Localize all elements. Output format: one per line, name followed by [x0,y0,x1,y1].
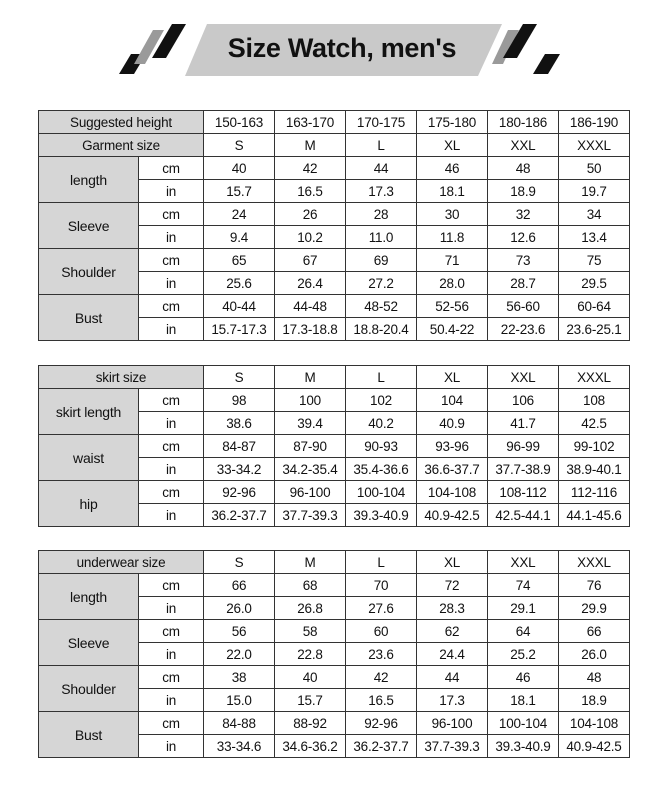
value-cell: 69 [346,249,417,272]
value-cell: 30 [417,203,488,226]
value-cell: 100 [275,389,346,412]
value-cell: 74 [488,574,559,597]
value-cell: 48 [488,157,559,180]
value-cell: 96-100 [275,481,346,504]
size-cell: M [275,134,346,157]
size-row [39,366,630,389]
value-cell: 44.1-45.6 [559,504,630,527]
value-cell: 26.8 [275,597,346,620]
value-cell: 17.3 [417,689,488,712]
height-cell: 150-163 [204,111,275,134]
value-cell: 26.4 [275,272,346,295]
unit-label: in [139,180,204,203]
value-cell: 72 [417,574,488,597]
value-cell: 44-48 [275,295,346,318]
value-cell: 42.5 [559,412,630,435]
value-cell: 46 [417,157,488,180]
table-row [39,389,630,412]
size-cell: XXXL [559,551,630,574]
size-cell: XL [417,134,488,157]
size-cell: L [346,551,417,574]
value-cell: 29.1 [488,597,559,620]
value-cell: 102 [346,389,417,412]
size-cell: M [275,551,346,574]
value-cell: 40.9-42.5 [417,504,488,527]
unit-label: in [139,272,204,295]
measurement-label: Shoulder [39,666,139,712]
table-row [39,249,630,272]
unit-label: cm [139,157,204,180]
value-cell: 34.2-35.4 [275,458,346,481]
value-cell: 104 [417,389,488,412]
value-cell: 35.4-36.6 [346,458,417,481]
value-cell: 73 [488,249,559,272]
value-cell: 26 [275,203,346,226]
measurement-label: waist [39,435,139,481]
value-cell: 26.0 [559,643,630,666]
value-cell: 40.2 [346,412,417,435]
table-row [39,574,630,597]
value-cell: 66 [559,620,630,643]
measurement-label: hip [39,481,139,527]
measurement-label: length [39,157,139,203]
value-cell: 36.2-37.7 [204,504,275,527]
value-cell: 66 [204,574,275,597]
measurement-label: skirt length [39,389,139,435]
value-cell: 40 [275,666,346,689]
value-cell: 40.9-42.5 [559,735,630,758]
page-title: Size Watch, men's [227,33,457,63]
height-row [39,111,630,134]
size-cell: S [204,134,275,157]
value-cell: 92-96 [346,712,417,735]
value-cell: 24 [204,203,275,226]
table-row [39,435,630,458]
value-cell: 34 [559,203,630,226]
value-cell: 22.8 [275,643,346,666]
size-cell: M [275,366,346,389]
value-cell: 100-104 [346,481,417,504]
unit-label: in [139,504,204,527]
table-row [39,203,630,226]
value-cell: 22.0 [204,643,275,666]
unit-label: cm [139,295,204,318]
value-cell: 52-56 [417,295,488,318]
value-cell: 25.2 [488,643,559,666]
value-cell: 28.3 [417,597,488,620]
value-cell: 17.3 [346,180,417,203]
value-cell: 38 [204,666,275,689]
value-cell: 48-52 [346,295,417,318]
value-cell: 36.6-37.7 [417,458,488,481]
unit-label: in [139,318,204,341]
height-cell: 163-170 [275,111,346,134]
unit-label: in [139,735,204,758]
table-row [39,666,630,689]
value-cell: 34.6-36.2 [275,735,346,758]
measurement-label: Shoulder [39,249,139,295]
value-cell: 65 [204,249,275,272]
size-cell: S [204,551,275,574]
value-cell: 18.1 [488,689,559,712]
value-cell: 96-100 [417,712,488,735]
value-cell: 93-96 [417,435,488,458]
unit-label: cm [139,203,204,226]
value-cell: 56 [204,620,275,643]
measurement-label: Sleeve [39,620,139,666]
value-cell: 15.7-17.3 [204,318,275,341]
value-cell: 29.5 [559,272,630,295]
value-cell: 37.7-39.3 [417,735,488,758]
value-cell: 18.8-20.4 [346,318,417,341]
value-cell: 42.5-44.1 [488,504,559,527]
size-cell: XL [417,551,488,574]
measurement-label: Sleeve [39,203,139,249]
value-cell: 42 [346,666,417,689]
unit-label: in [139,643,204,666]
value-cell: 99-102 [559,435,630,458]
right-stripe-3 [533,54,560,74]
value-cell: 39.3-40.9 [488,735,559,758]
unit-label: in [139,458,204,481]
height-label: Suggested height [39,111,204,134]
value-cell: 84-88 [204,712,275,735]
unit-label: in [139,226,204,249]
value-cell: 100-104 [488,712,559,735]
value-cell: 42 [275,157,346,180]
value-cell: 44 [417,666,488,689]
value-cell: 15.0 [204,689,275,712]
value-cell: 104-108 [417,481,488,504]
value-cell: 58 [275,620,346,643]
table-row [39,295,630,318]
skirt-size-table [38,365,630,527]
size-row [39,134,630,157]
value-cell: 108-112 [488,481,559,504]
value-cell: 26.0 [204,597,275,620]
value-cell: 24.4 [417,643,488,666]
value-cell: 40-44 [204,295,275,318]
unit-label: cm [139,249,204,272]
value-cell: 36.2-37.7 [346,735,417,758]
unit-label: cm [139,389,204,412]
value-cell: 70 [346,574,417,597]
value-cell: 90-93 [346,435,417,458]
value-cell: 50 [559,157,630,180]
table-row [39,620,630,643]
table-row [39,712,630,735]
height-cell: 186-190 [559,111,630,134]
unit-label: cm [139,435,204,458]
value-cell: 37.7-38.9 [488,458,559,481]
value-cell: 27.2 [346,272,417,295]
value-cell: 22-23.6 [488,318,559,341]
value-cell: 13.4 [559,226,630,249]
value-cell: 60 [346,620,417,643]
value-cell: 56-60 [488,295,559,318]
value-cell: 25.6 [204,272,275,295]
height-cell: 180-186 [488,111,559,134]
value-cell: 18.1 [417,180,488,203]
value-cell: 62 [417,620,488,643]
value-cell: 108 [559,389,630,412]
size-cell: XXL [488,551,559,574]
garment-size-table [38,110,630,341]
value-cell: 18.9 [559,689,630,712]
value-cell: 48 [559,666,630,689]
value-cell: 16.5 [275,180,346,203]
value-cell: 39.3-40.9 [346,504,417,527]
value-cell: 15.7 [275,689,346,712]
value-cell: 106 [488,389,559,412]
size-cell: L [346,366,417,389]
value-cell: 41.7 [488,412,559,435]
size-cell: L [346,134,417,157]
value-cell: 50.4-22 [417,318,488,341]
size-cell: XXXL [559,366,630,389]
height-cell: 175-180 [417,111,488,134]
measurement-label: length [39,574,139,620]
value-cell: 16.5 [346,689,417,712]
unit-label: cm [139,620,204,643]
value-cell: 33-34.6 [204,735,275,758]
value-cell: 33-34.2 [204,458,275,481]
unit-label: cm [139,574,204,597]
size-cell: XXL [488,134,559,157]
underwear-size-table [38,550,630,758]
value-cell: 11.8 [417,226,488,249]
unit-label: cm [139,666,204,689]
size-cell: S [204,366,275,389]
value-cell: 40.9 [417,412,488,435]
value-cell: 64 [488,620,559,643]
value-cell: 44 [346,157,417,180]
value-cell: 38.9-40.1 [559,458,630,481]
value-cell: 71 [417,249,488,272]
value-cell: 32 [488,203,559,226]
value-cell: 9.4 [204,226,275,249]
height-cell: 170-175 [346,111,417,134]
value-cell: 28.7 [488,272,559,295]
value-cell: 10.2 [275,226,346,249]
value-cell: 76 [559,574,630,597]
value-cell: 23.6 [346,643,417,666]
value-cell: 88-92 [275,712,346,735]
value-cell: 17.3-18.8 [275,318,346,341]
value-cell: 84-87 [204,435,275,458]
value-cell: 112-116 [559,481,630,504]
table-row [39,157,630,180]
size-label: Garment size [39,134,204,157]
value-cell: 67 [275,249,346,272]
value-cell: 37.7-39.3 [275,504,346,527]
value-cell: 60-64 [559,295,630,318]
size-label: skirt size [39,366,204,389]
value-cell: 19.7 [559,180,630,203]
value-cell: 104-108 [559,712,630,735]
value-cell: 11.0 [346,226,417,249]
value-cell: 40 [204,157,275,180]
title-banner [0,0,666,90]
unit-label: cm [139,481,204,504]
measurement-label: Bust [39,712,139,758]
value-cell: 27.6 [346,597,417,620]
value-cell: 75 [559,249,630,272]
value-cell: 92-96 [204,481,275,504]
unit-label: in [139,412,204,435]
size-cell: XXL [488,366,559,389]
table-row [39,481,630,504]
value-cell: 39.4 [275,412,346,435]
unit-label: in [139,689,204,712]
value-cell: 98 [204,389,275,412]
value-cell: 12.6 [488,226,559,249]
unit-label: cm [139,712,204,735]
size-row [39,551,630,574]
value-cell: 23.6-25.1 [559,318,630,341]
value-cell: 38.6 [204,412,275,435]
size-cell: XXXL [559,134,630,157]
value-cell: 15.7 [204,180,275,203]
value-cell: 46 [488,666,559,689]
measurement-label: Bust [39,295,139,341]
value-cell: 18.9 [488,180,559,203]
value-cell: 28 [346,203,417,226]
value-cell: 96-99 [488,435,559,458]
value-cell: 29.9 [559,597,630,620]
unit-label: in [139,597,204,620]
size-label: underwear size [39,551,204,574]
value-cell: 87-90 [275,435,346,458]
size-cell: XL [417,366,488,389]
value-cell: 28.0 [417,272,488,295]
value-cell: 68 [275,574,346,597]
